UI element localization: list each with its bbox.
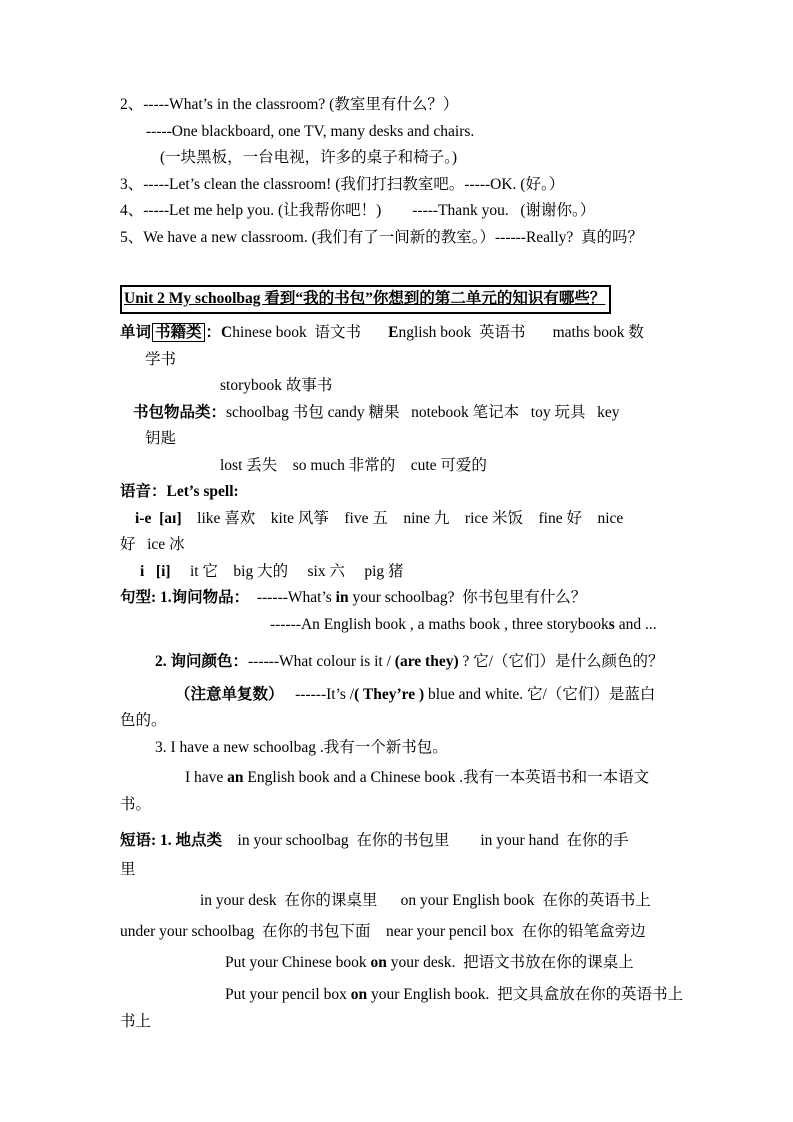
text-segment: ? 它/（它们）是什么颜色的？ (462, 653, 664, 670)
text-segment: your schoolbag? 你书包里有什么？ (348, 589, 587, 606)
text-segment: 3. I have a new schoolbag .我有一个新书包。 (155, 738, 448, 756)
text-line (120, 612, 693, 639)
text-line (120, 426, 693, 453)
text-line (120, 1009, 693, 1036)
text-line (120, 585, 693, 612)
text-segment: and ... (614, 615, 657, 633)
heading-box (120, 285, 611, 314)
text-line (120, 198, 693, 225)
text-segment: 4、-----Let me help you. (让我帮你吧！) -----Thank you. (谢谢你。） (120, 202, 596, 219)
text-segment: Put your Chinese book (225, 954, 371, 971)
text-segment: your desk. 把语文书放在你的课桌上 (386, 954, 634, 971)
text-segment: 2、-----What’s in the classroom? (教室里有什么？） (120, 96, 459, 113)
text-line (120, 857, 693, 884)
text-segment: 学书 (145, 350, 177, 368)
text-line (120, 400, 693, 427)
text-segment: 5、We have a new classroom. (我们有了一间新的教室。）------Really? 真的吗？ (120, 228, 644, 246)
text-segment: Put your pencil box (225, 985, 351, 1003)
text-line (120, 532, 693, 559)
text-segment: 书上 (120, 1013, 152, 1030)
text-line (120, 172, 693, 199)
text-segment: C (221, 324, 233, 341)
text-segment: in your schoolbag 在你的书包里 in your hand 在你的手 (222, 832, 629, 849)
text-segment: （注意单复数） (175, 685, 284, 703)
text-segment: English book and a Chinese book .我有一本英语书和一本语文 (243, 769, 650, 786)
text-segment: in (335, 589, 349, 606)
section-heading (120, 285, 693, 314)
text-segment: ------It’s / (283, 685, 355, 703)
text-segment: Unit 2 My schoolbag 看到“我的书包”你想到的第二单元的知识有哪些？ (124, 290, 606, 307)
text-segment: an (227, 769, 244, 786)
text-segment: (are they) (394, 653, 463, 670)
text-line (120, 119, 693, 146)
text-segment: ------What colour is it / (248, 653, 395, 670)
text-segment: on (350, 985, 368, 1003)
text-segment: i [i] (140, 562, 171, 580)
text-segment: s (608, 615, 615, 633)
text-line (120, 649, 693, 676)
text-line (120, 347, 693, 374)
text-line (120, 479, 693, 506)
text-line (120, 92, 693, 119)
text-segment: E (388, 324, 399, 341)
text-segment: ------An English book , a maths book , three storybook (270, 615, 609, 633)
text-segment: 书。 (120, 795, 152, 813)
text-line (120, 453, 693, 480)
text-segment: -----One blackboard, one TV, many desks and chairs. (146, 122, 475, 140)
text-line (120, 145, 693, 172)
text-line (120, 506, 693, 533)
text-segment: 短语: 1. 地点类 (120, 832, 223, 849)
text-line (120, 708, 693, 735)
text-segment: 语音：Let’s spell: (120, 483, 239, 500)
text-segment: hinese book 语文书 (232, 324, 389, 341)
text-segment: I have (185, 769, 228, 786)
text-segment: schoolbag 书包 candy 糖果 notebook 笔记本 toy 玩具 key (226, 403, 620, 421)
text-segment: 好 ice 冰 (120, 536, 185, 553)
text-segment: under your schoolbag 在你的书包下面 near your pencil box 在你的铅笔盒旁边 (120, 922, 646, 940)
text-line (120, 373, 693, 400)
text-segment: 书籍类 (152, 323, 205, 342)
text-line (120, 950, 693, 977)
text-segment: 3、-----Let’s clean the classroom! (我们打扫教室吧。-----OK. (好。） (120, 175, 565, 193)
text-line (120, 828, 693, 855)
text-line (120, 982, 693, 1009)
text-segment: i-e [aɪ] (135, 509, 182, 527)
text-segment: 书包物品类： (133, 403, 227, 421)
text-segment: 单词 (120, 324, 152, 341)
text-segment: 句型: 1.询问物品： (120, 589, 250, 606)
text-line (120, 225, 693, 252)
text-line (120, 919, 693, 946)
text-segment: blue and white. 它/（它们）是蓝白 (424, 685, 656, 703)
text-segment: ------What’s (249, 589, 336, 606)
text-line (120, 888, 693, 915)
text-segment: nglish book 英语书 maths book 数 (398, 324, 644, 341)
text-segment: 钥匙 (145, 430, 177, 447)
text-segment: 色的。 (120, 712, 167, 729)
text-line (120, 792, 693, 819)
text-segment: lost 丢失 so much 非常的 cute 可爱的 (220, 456, 487, 474)
text-line (120, 559, 693, 586)
text-segment: ( They’re ) (354, 685, 425, 703)
text-segment: on (370, 954, 387, 971)
text-line (120, 682, 693, 709)
text-segment: 里 (120, 860, 136, 878)
text-line (120, 765, 693, 792)
text-line (120, 735, 693, 762)
text-segment: in your desk 在你的课桌里 on your English book 在你的英语书上 (200, 892, 651, 909)
text-segment: it 它 big 大的 six 六 pig 猪 (170, 562, 404, 580)
text-segment: ： (205, 324, 222, 341)
text-segment: (一块黑板，一台电视，许多的桌子和椅子。) (160, 149, 458, 166)
text-segment: 2. 询问颜色： (155, 653, 249, 670)
text-segment: your English book. 把文具盒放在你的英语书上 (367, 985, 684, 1003)
text-segment: like 喜欢 kite 风筝 five 五 nine 九 rice 米饭 fine 好 nice (181, 509, 624, 527)
text-line (120, 320, 693, 347)
text-segment: storybook 故事书 (220, 377, 333, 394)
